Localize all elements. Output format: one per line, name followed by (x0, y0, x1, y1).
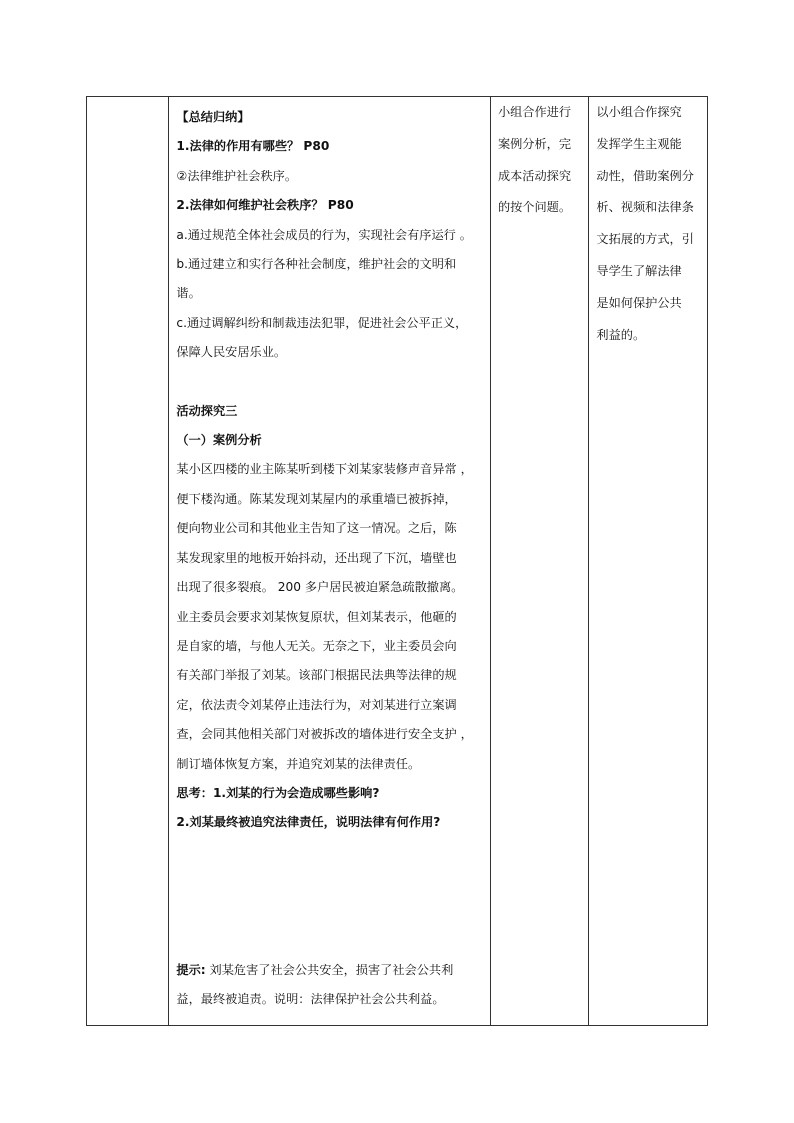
design-intent-line: 导学生了解法律 (596, 263, 682, 278)
activity-title: 活动探究三 (176, 403, 238, 418)
empty-cell (87, 97, 169, 1026)
hint-text: 刘某危害了社会公共安全，损害了社会公共利 (205, 962, 454, 977)
student-activity-line: 案例分析，完 (497, 136, 572, 151)
spacer (176, 838, 483, 956)
case-line: 是自家的墙，与他人无关。无奈之下，业主委员会向 (176, 638, 457, 653)
case-line: 查，会同其他相关部门对被拆改的墙体进行安全支护 ， (176, 727, 473, 742)
answer-1: ②法律维护社会秩序。 (176, 168, 298, 183)
answer-2c-line1: c.通过调解纠纷和制裁违法犯罪，促进社会公平正义， (176, 315, 468, 330)
answer-2b-line1: b.通过建立和实行各种社会制度，维护社会的文明和 (176, 257, 457, 272)
design-intent-line: 析、视频和法律条 (596, 200, 694, 215)
case-line: 制订墙体恢复方案，并追究刘某的法律责任。 (176, 756, 421, 771)
case-line: 便下楼沟通。陈某发现刘某屋内的承重墙已被拆掉， (176, 491, 457, 506)
case-line: 业主委员会要求刘某恢复原状，但刘某表示，他砸的 (176, 609, 457, 624)
question-2: 2.法律如何维护社会秩序？ P80 (176, 198, 354, 213)
student-activity-line: 小组合作进行 (497, 105, 572, 119)
design-intent-line: 是如何保护公共 (596, 295, 682, 310)
hint-line1 (176, 956, 483, 985)
case-line: 有关部门举报了刘某。该部门根据民法典等法律的规 (176, 668, 457, 683)
design-intent-line: 利益的。 (596, 327, 646, 342)
case-line: 某小区四楼的业主陈某听到楼下刘某家装修声音异常 ， (176, 462, 473, 477)
design-intent-line: 以小组合作探究 (596, 105, 682, 119)
activity-subtitle: （一）案例分析 (176, 433, 262, 448)
case-line: 定，依法责令刘某停止违法行为，对刘某进行立案调 (176, 697, 457, 712)
think-question-2: 2.刘某最终被追究法律责任，说明法律有何作用? (176, 815, 441, 830)
summary-heading: 【总结归纳】 (176, 110, 250, 124)
answer-2c-line2: 保障人民安居乐业。 (176, 345, 287, 360)
student-activity-line: 成本活动探究 (497, 168, 572, 183)
design-intent-line: 发挥学生主观能 (596, 136, 682, 151)
think-question-1: 思考：1.刘某的行为会造成哪些影响? (176, 785, 380, 800)
case-line: 便向物业公司和其他业主告知了这一情况。之后，陈 (176, 521, 457, 536)
table-row (87, 97, 708, 1026)
answer-2a: a.通过规范全体社会成员的行为，实现社会有序运行 。 (176, 227, 472, 242)
design-intent-line: 文拓展的方式，引 (596, 232, 694, 247)
student-activity-line: 的按个问题。 (497, 200, 572, 215)
spacer (176, 368, 483, 397)
case-line: 某发现家里的地板开始抖动，还出现了下沉，墙壁也 (176, 550, 457, 565)
lesson-plan-table (86, 96, 708, 1026)
case-line: 出现了很多裂痕。 200 多户居民被迫紧急疏散撤离。 (176, 580, 464, 595)
hint-line2: 益，最终被追责。说明：法律保护社会公共利益。 (176, 992, 445, 1007)
hint-label: 提示: (176, 962, 206, 977)
design-intent-cell (589, 97, 708, 1026)
student-activity-cell (490, 97, 588, 1026)
question-1: 1.法律的作用有哪些？ P80 (176, 139, 330, 154)
answer-2b-line2: 谐。 (176, 286, 201, 301)
teaching-content-cell (169, 97, 491, 1026)
design-intent-line: 动性，借助案例分 (596, 168, 694, 183)
